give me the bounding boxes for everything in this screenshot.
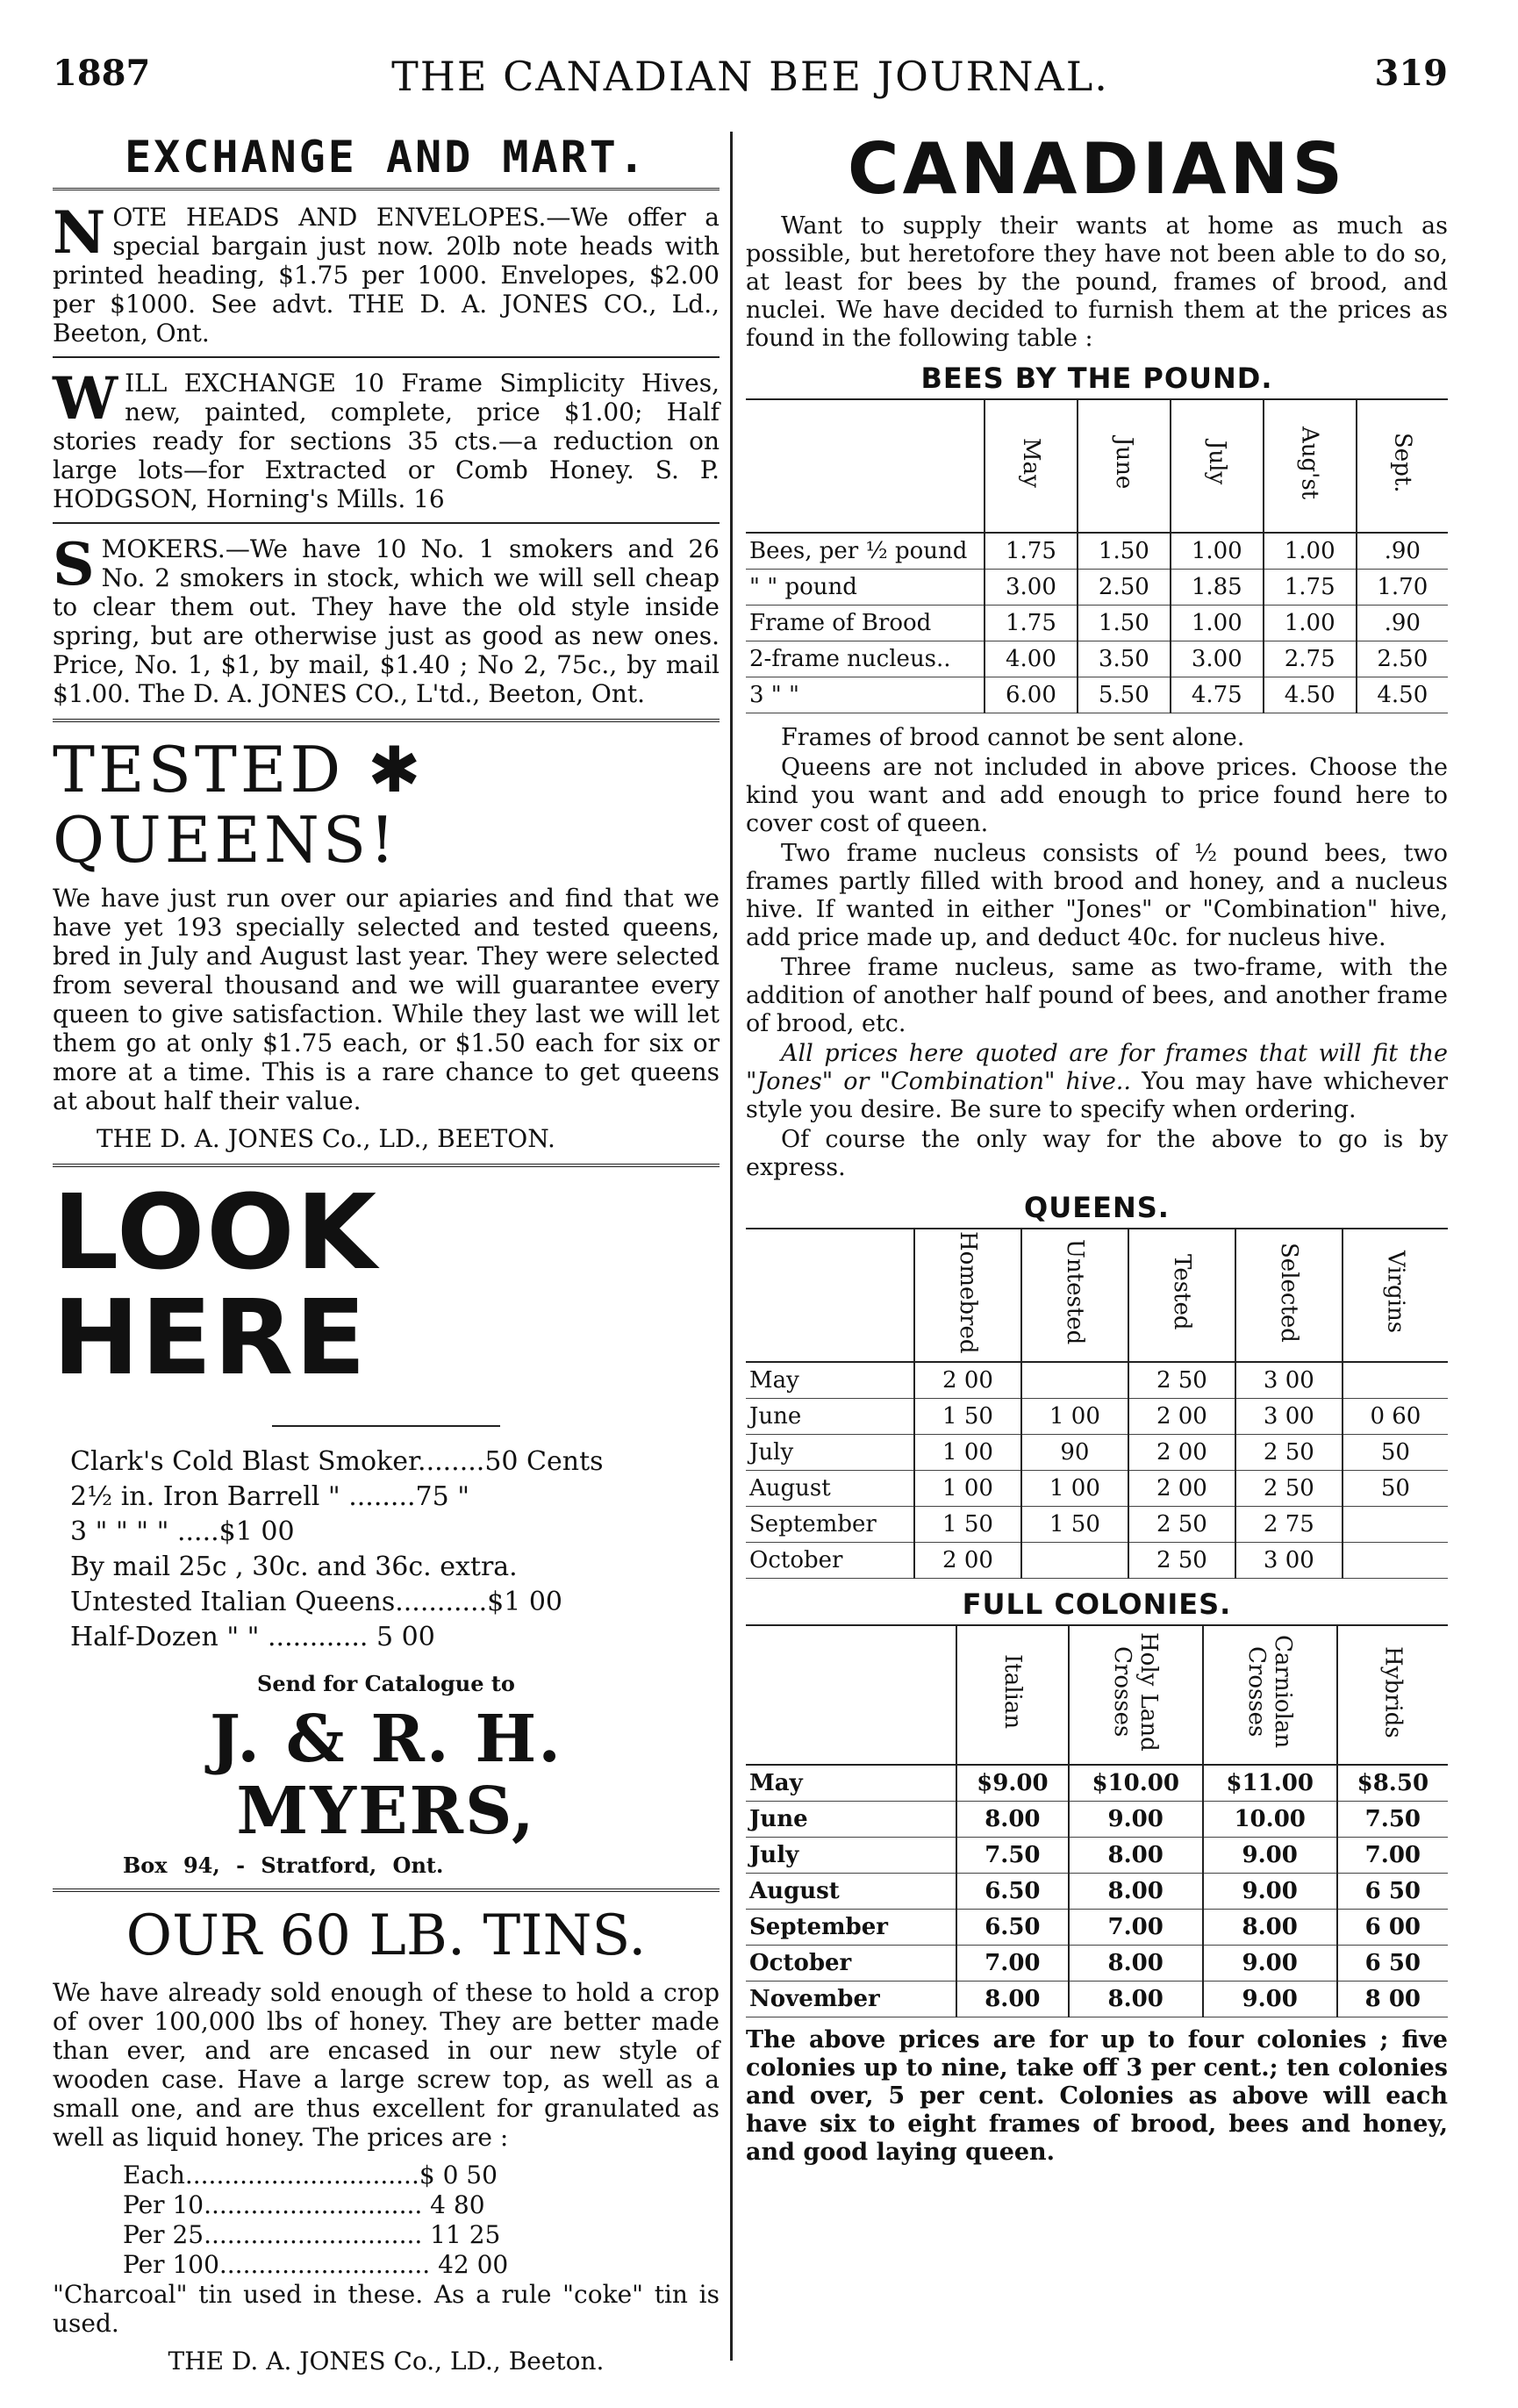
table-cell: 1 00	[1021, 1471, 1128, 1507]
column-header: May	[985, 399, 1078, 533]
full-colonies-table	[746, 1624, 1448, 2017]
table-cell: 2 00	[914, 1543, 1021, 1579]
table-cell: 8 00	[1337, 1982, 1448, 2017]
column-header: July	[1171, 399, 1264, 533]
table-cell: $9.00	[956, 1765, 1069, 1802]
table-cell: 9.00	[1203, 1838, 1337, 1874]
table-cell: 7.50	[956, 1838, 1069, 1874]
table-cell: 6 00	[1337, 1910, 1448, 1946]
table-cell: 1.75	[1264, 570, 1357, 606]
tins-text: We have already sold enough of these to hold a crop of over 100,000 lbs of honey. They are better made than ever, and are encased in our new style of wooden case. Have a large screw top, as well as a small one, and are thus excellent for granulated as well as liquid honey. The prices are :	[53, 1978, 720, 2152]
short-rule	[272, 1425, 500, 1427]
tin-price-list	[53, 2161, 720, 2280]
left-column	[53, 132, 720, 2384]
table-cell	[1343, 1543, 1448, 1579]
column-header: Untested	[1021, 1229, 1128, 1362]
note: Two frame nucleus consists of ½ pound bees, two frames partly filled with brood and honey, and a nucleus hive. If wanted in either "Jones" or "Combination" hive, add price made up, and deduct 40c. for nucleus hive.	[746, 840, 1448, 951]
table-row	[746, 606, 1448, 641]
bees-table-title: BEES BY THE POUND.	[920, 362, 1273, 395]
table-cell: 9.00	[1203, 1874, 1337, 1910]
table-cell: 1 50	[1021, 1507, 1128, 1543]
table-cell	[1343, 1362, 1448, 1399]
table-cell: 8.00	[1069, 1838, 1203, 1874]
note: Three frame nucleus, same as two-frame, with the addition of another half pound of bees, and another frame of brood, etc.	[746, 954, 1448, 1037]
row-label: October	[749, 1950, 852, 1976]
table-cell: 6 50	[1337, 1946, 1448, 1982]
column-header: Sept.	[1357, 399, 1448, 533]
table-cell: 2 50	[1128, 1543, 1235, 1579]
table-cell: 90	[1021, 1435, 1128, 1471]
table-cell	[1343, 1507, 1448, 1543]
table-cell: 50	[1343, 1435, 1448, 1471]
table-cell: 2 50	[1235, 1471, 1343, 1507]
journal-title: THE CANADIAN BEE JOURNAL.	[391, 53, 1109, 100]
table-row	[746, 1765, 1448, 1802]
price-line: Untested Italian Queens...........$1 00	[70, 1587, 563, 1617]
table-cell: 4.50	[1264, 677, 1357, 713]
table-cell: 1 00	[914, 1471, 1021, 1507]
queens-table	[746, 1228, 1448, 1579]
canadians-intro: Want to supply their wants at home as much as possible, but heretofore they have not been able to do so, at least for bees by the pound, frames of brood, and nuclei. We have decided to furnish them at the prices as found in the following table :	[746, 212, 1448, 352]
price-line: 3 " " " " .....$1 00	[70, 1516, 295, 1547]
table-cell: 9.00	[1203, 1982, 1337, 2017]
column-header: Aug'st	[1264, 399, 1357, 533]
table-cell: 1.75	[985, 533, 1078, 570]
column-header: Selected	[1235, 1229, 1343, 1362]
table-cell: 7.50	[1337, 1802, 1448, 1838]
table-cell: $10.00	[1069, 1765, 1203, 1802]
table-cell: $11.00	[1203, 1765, 1337, 1802]
table-cell: 4.50	[1357, 677, 1448, 713]
table-cell: 1.00	[1264, 606, 1357, 641]
ad-note-heads: NOTE HEADS AND ENVELOPES.—We offer a special bargain just now. 20lb note heads with printed heading, $1.75 per 1000. Envelopes, $2.00 per $1000. See advt. THE D. A. JONES CO., Ld., Beeton, Ont.	[53, 198, 720, 348]
table-cell: 0 60	[1343, 1399, 1448, 1435]
table-cell: 8.00	[956, 1802, 1069, 1838]
table-cell: 1.75	[985, 606, 1078, 641]
table-row	[746, 1399, 1448, 1435]
row-label: September	[749, 1914, 888, 1940]
note: Queens are not included in above prices. Choose the kind you want and add enough to price found here to cover cost of queen.	[746, 754, 1448, 837]
divider	[53, 719, 720, 722]
divider	[53, 356, 720, 358]
table-cell: 8.00	[956, 1982, 1069, 2017]
row-label: 2-frame nucleus..	[749, 646, 951, 672]
colonies-table-title: FULL COLONIES.	[962, 1587, 1232, 1621]
table-cell: 8.00	[1069, 1946, 1203, 1982]
table-cell: 1.70	[1357, 570, 1448, 606]
table-row	[746, 1435, 1448, 1471]
exchange-mart-title: EXCHANGE AND MART.	[53, 132, 720, 190]
tin-price-line: Per 25............................ 11 25	[123, 2220, 501, 2249]
price-line: Half-Dozen " " ............ 5 00	[70, 1622, 435, 1652]
table-cell: $8.50	[1337, 1765, 1448, 1802]
divider	[53, 1164, 720, 1167]
tin-price-line: Per 100........................... 42 00	[123, 2250, 509, 2279]
table-row	[746, 570, 1448, 606]
table-cell: 7.00	[1337, 1838, 1448, 1874]
table-cell: 1.00	[1171, 606, 1264, 641]
tested-queens-title: TESTED ✱ QUEENS!	[53, 733, 425, 877]
table-row	[746, 677, 1448, 713]
tested-queens-signature: THE D. A. JONES Co., LD., BEETON.	[97, 1124, 555, 1153]
table-cell: 1.50	[1078, 533, 1171, 570]
table-cell: 2 50	[1235, 1435, 1343, 1471]
table-cell: 1 00	[914, 1435, 1021, 1471]
column-header: June	[1078, 399, 1171, 533]
table-row	[746, 1507, 1448, 1543]
table-row	[746, 641, 1448, 677]
table-cell: 2 00	[914, 1362, 1021, 1399]
table-cell: 9.00	[1203, 1946, 1337, 1982]
table-cell: 3 00	[1235, 1543, 1343, 1579]
table-cell: 6 50	[1337, 1874, 1448, 1910]
right-column	[746, 128, 1448, 2190]
table-row	[746, 533, 1448, 570]
table-row	[746, 1838, 1448, 1874]
table-row	[746, 1543, 1448, 1579]
price-line: By mail 25c , 30c. and 36c. extra.	[70, 1552, 518, 1582]
table-cell: 9.00	[1069, 1802, 1203, 1838]
row-label: August	[749, 1475, 831, 1501]
canadians-title: CANADIANS	[847, 128, 1347, 210]
colonies-note: The above prices are for up to four colonies ; five colonies up to nine, take off 3 per cent.; ten colonies and over, 5 per cent. Colonies as above will each have six to eight frames of brood, bees and honey, and good laying queen.	[746, 2026, 1448, 2166]
myers-name: J. & R. H. MYERS,	[209, 1702, 563, 1849]
table-cell: 3 00	[1235, 1362, 1343, 1399]
price-line: Clark's Cold Blast Smoker........50 Cents	[70, 1446, 604, 1477]
row-label: May	[749, 1367, 799, 1394]
column-header: Tested	[1128, 1229, 1235, 1362]
table-cell: 6.50	[956, 1910, 1069, 1946]
table-cell: 1.00	[1171, 533, 1264, 570]
row-label: June	[749, 1403, 802, 1430]
column-header: Italian	[956, 1625, 1069, 1765]
row-label: October	[749, 1547, 843, 1573]
table-cell: 2.75	[1264, 641, 1357, 677]
table-cell: 4.00	[985, 641, 1078, 677]
page-header	[53, 53, 1448, 114]
table-cell: 1 50	[914, 1399, 1021, 1435]
divider	[53, 522, 720, 524]
table-cell: 50	[1343, 1471, 1448, 1507]
table-cell: 2 00	[1128, 1471, 1235, 1507]
row-label: September	[749, 1511, 877, 1537]
tin-price-line: Each..............................$ 0 50	[123, 2161, 498, 2189]
column-header: Hybrids	[1337, 1625, 1448, 1765]
row-label: Frame of Brood	[749, 610, 932, 636]
table-cell: 2 00	[1128, 1435, 1235, 1471]
table-cell: 2 50	[1128, 1507, 1235, 1543]
column-divider	[730, 132, 733, 2361]
table-cell: 8.00	[1069, 1982, 1203, 2017]
table-cell: 1.85	[1171, 570, 1264, 606]
table-cell: 1.00	[1264, 533, 1357, 570]
ad-smokers: SMOKERS.—We have 10 No. 1 smokers and 26 No. 2 smokers in stock, which we will sell cheap to clear them out. They have the old style inside spring, but are otherwise just as good as new ones. Price, No. 1, $1, by mail, $1.40 ; No 2, 75c., by mail $1.00. The D. A. JONES CO., L'td., Beeton, Ont.	[53, 530, 720, 708]
row-label: May	[749, 1770, 803, 1796]
price-line: 2½ in. Iron Barrell " ........75 "	[70, 1481, 470, 1512]
hive-note: All prices here quoted are for frames that will fit the "Jones" or "Combination" hive.. You may have whichever style you desire. Be sure to specify when ordering.	[746, 1040, 1448, 1123]
table-cell: 7.00	[956, 1946, 1069, 1982]
table-cell: 2 75	[1235, 1507, 1343, 1543]
table-cell: 7.00	[1069, 1910, 1203, 1946]
bees-by-pound-table	[746, 398, 1448, 713]
header-year: 1887	[53, 53, 151, 94]
tested-queens-text: We have just run over our apiaries and find that we have yet 193 specially selected and tested queens, bred in July and August last year. They were selected from several thousand and we will guarantee every queen to give satisfaction. While they last we will let them go at only $1.75 each, or $1.50 each for six or more at a time. This is a rare chance to get queens at about half their value.	[53, 884, 720, 1115]
look-here-title: LOOK HERE	[53, 1172, 379, 1398]
table-cell: 8.00	[1203, 1910, 1337, 1946]
tin-price-line: Per 10............................ 4 80	[123, 2190, 485, 2219]
table-row	[746, 1982, 1448, 2017]
row-label: June	[749, 1806, 808, 1832]
table-row	[746, 1874, 1448, 1910]
row-label: 3 " "	[749, 682, 799, 708]
table-cell: 8.00	[1069, 1874, 1203, 1910]
table-cell: 2 50	[1128, 1362, 1235, 1399]
row-label: July	[749, 1439, 794, 1466]
tins-signature: THE D. A. JONES Co., LD., Beeton.	[168, 2347, 605, 2376]
divider	[53, 1888, 720, 1892]
table-row	[746, 1802, 1448, 1838]
queens-table-title: QUEENS.	[1024, 1191, 1170, 1224]
column-header: Carniolan Crosses	[1203, 1625, 1337, 1765]
row-label: August	[749, 1878, 840, 1904]
smoker-price-list	[53, 1444, 720, 1655]
row-label: " " pound	[749, 574, 857, 600]
column-header: Virgins	[1343, 1229, 1448, 1362]
ad-simplicity-hives: WILL EXCHANGE 10 Frame Simplicity Hives, new, painted, complete, price $1.00; Half stories ready for sections 35 cts.—a reduction on large lots—for Extracted or Comb Honey. S. P. HODGSON, Horning's Mills. 16	[53, 364, 720, 513]
table-cell: 10.00	[1203, 1802, 1337, 1838]
column-header: Holy Land Crosses	[1069, 1625, 1203, 1765]
tins-note: "Charcoal" tin used in these. As a rule "coke" tin is used.	[53, 2280, 720, 2338]
table-cell: 1.50	[1078, 606, 1171, 641]
table-cell: 3 00	[1235, 1399, 1343, 1435]
table-cell: .90	[1357, 533, 1448, 570]
tins-title: OUR 60 LB. TINS.	[125, 1903, 647, 1968]
express-note: Of course the only way for the above to go is by express.	[746, 1126, 1448, 1181]
table-row	[746, 1910, 1448, 1946]
table-cell: 5.50	[1078, 677, 1171, 713]
row-label: November	[749, 1986, 880, 2012]
table-cell: 3.50	[1078, 641, 1171, 677]
table-cell: 6.50	[956, 1874, 1069, 1910]
table-cell: 4.75	[1171, 677, 1264, 713]
catalogue-line: Send for Catalogue to	[257, 1671, 515, 1696]
myers-address: Box 94, - Stratford, Ont.	[123, 1853, 444, 1878]
table-cell: 3.00	[1171, 641, 1264, 677]
table-row	[746, 1946, 1448, 1982]
page-number: 319	[1374, 53, 1448, 94]
row-label: Bees, per ½ pound	[749, 538, 968, 564]
table-cell: 2.50	[1078, 570, 1171, 606]
table-row	[746, 1471, 1448, 1507]
table-cell: 2 00	[1128, 1399, 1235, 1435]
table-cell	[1021, 1362, 1128, 1399]
table-cell: .90	[1357, 606, 1448, 641]
table-cell: 3.00	[985, 570, 1078, 606]
note: Frames of brood cannot be sent alone.	[781, 724, 1245, 751]
table-cell: 1 00	[1021, 1399, 1128, 1435]
table-cell: 1 50	[914, 1507, 1021, 1543]
table-cell	[1021, 1543, 1128, 1579]
table-cell: 2.50	[1357, 641, 1448, 677]
table-row	[746, 1362, 1448, 1399]
column-header: Homebred	[914, 1229, 1021, 1362]
table-cell: 6.00	[985, 677, 1078, 713]
row-label: July	[749, 1842, 799, 1868]
